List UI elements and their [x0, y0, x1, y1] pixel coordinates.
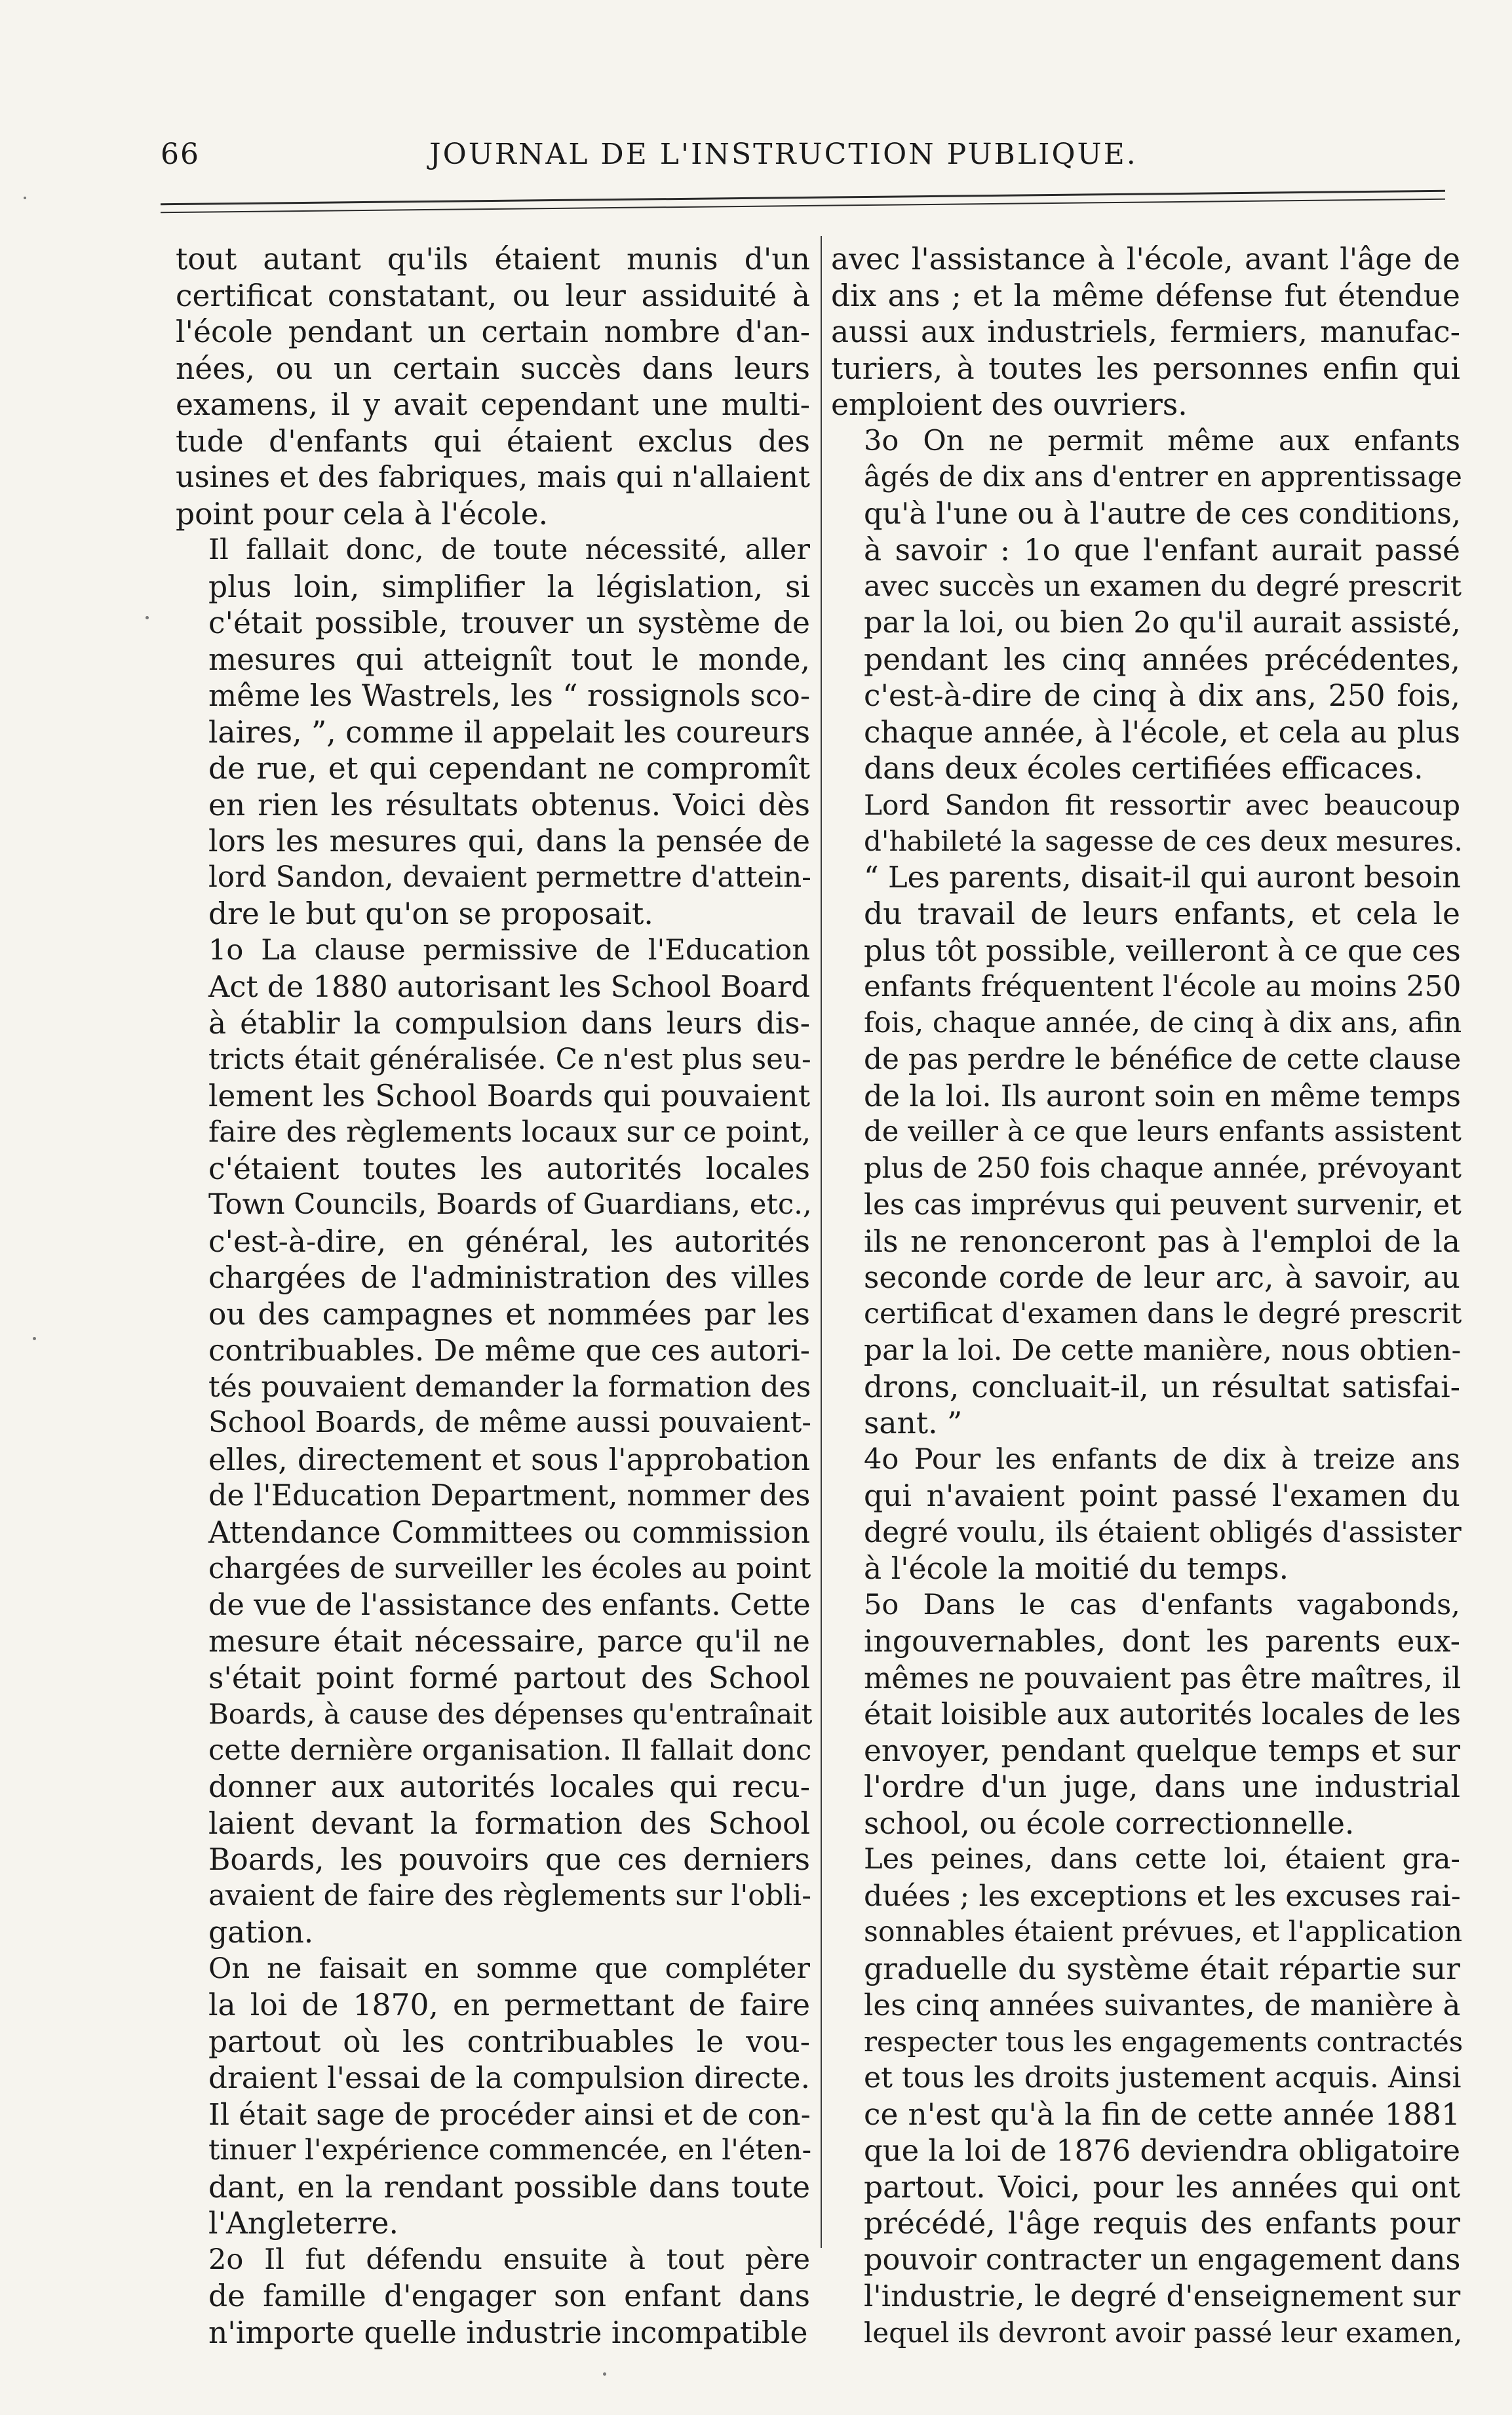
text-line: School Boards, de même aussi pouvaient-: [208, 1406, 811, 1439]
text-line: précédé, l'âge requis des enfants pour: [864, 2206, 1460, 2241]
paragraph: [176, 2242, 810, 2351]
text-line: de pas perdre le bénéfice de cette clause: [864, 1043, 1462, 1076]
text-line: avec succès un examen du degré prescrit: [864, 570, 1462, 603]
text-line: les cinq années suivantes, de manière à: [864, 1988, 1461, 2022]
text-line: Town Councils, Boards of Guardians, etc.,: [208, 1188, 812, 1221]
print-speck: [603, 2372, 606, 2376]
paragraph: [176, 1951, 810, 2242]
left-column: [176, 241, 813, 2350]
right-column: [831, 241, 1464, 2349]
text-line: dans deux écoles certifiées efficaces.: [864, 751, 1424, 786]
text-line: Act de 1880 autorisant les School Board: [208, 969, 810, 1004]
text-line: à savoir : 1o que l'enfant aurait passé: [864, 533, 1460, 568]
text-line: tinuer l'expérience commencée, en l'éten-: [208, 2134, 812, 2167]
paragraph: [831, 423, 1460, 787]
text-line: degré voulu, ils étaient obligés d'assister: [864, 1515, 1462, 1549]
text-line: mêmes ne pouvaient pas être maîtres, il: [864, 1660, 1462, 1695]
column-divider: [821, 236, 822, 2248]
paragraph: [176, 933, 813, 1951]
page-number: 66: [161, 138, 200, 171]
text-line: Attendance Committees ou commission: [208, 1515, 810, 1550]
text-line: les cas imprévus qui peuvent survenir, et: [864, 1188, 1462, 1222]
text-line: sonnables étaient prévues, et l'application: [864, 1916, 1463, 1948]
text-line: était loisible aux autorités locales de les: [864, 1697, 1462, 1731]
text-line: aussi aux industriels, fermiers, manufac-: [831, 315, 1460, 349]
text-line: 2o Il fut défendu ensuite à tout père: [208, 2243, 810, 2276]
text-line: On ne faisait en somme que compléter: [208, 1952, 810, 1985]
text-line: ou des campagnes et nommées par les: [208, 1296, 810, 1332]
text-line: par la loi. De cette manière, nous obtien-: [864, 1334, 1462, 1367]
text-line: seconde corde de leur arc, à savoir, au: [864, 1260, 1460, 1295]
text-line: fois, chaque année, de cinq à dix ans, afin: [864, 1006, 1462, 1039]
text-line: plus de 250 fois chaque année, prévoyant: [864, 1151, 1462, 1185]
text-line: usines et des fabriques, mais qui n'allaient: [176, 460, 810, 494]
text-line: n'importe quelle industrie incompatible: [208, 2315, 808, 2350]
text-line: tés pouvaient demander la formation des: [208, 1370, 811, 1404]
text-line: de veiller à ce que leurs enfants assistent: [864, 1115, 1462, 1148]
paragraph: [831, 1587, 1460, 1842]
text-line: par la loi, ou bien 2o qu'il aurait assisté,: [864, 606, 1461, 640]
text-line: du travail de leurs enfants, et cela le: [864, 897, 1460, 931]
text-line: nées, ou un certain succès dans leurs: [176, 351, 810, 386]
text-line: draient l'essai de la compulsion directe.: [208, 2060, 810, 2095]
text-line: laient devant la formation des School: [208, 1806, 810, 1841]
text-line: qu'à l'une ou à l'autre de ces conditions,: [864, 497, 1462, 531]
text-line: de rue, et qui cependant ne compromît: [208, 751, 810, 786]
text-line: Il fallait donc, de toute nécessité, aller: [208, 533, 810, 566]
text-line: chaque année, à l'école, et cela au plus: [864, 714, 1460, 750]
text-line: l'école pendant un certain nombre d'an-: [176, 315, 810, 349]
text-line: “ Les parents, disait-il qui auront besoin: [864, 860, 1461, 895]
text-line: plus loin, simplifier la législation, si: [208, 569, 810, 604]
text-line: avec l'assistance à l'école, avant l'âge de: [831, 242, 1460, 277]
print-speck: [33, 1337, 36, 1340]
text-line: ingouvernables, dont les parents eux-: [864, 1624, 1460, 1659]
text-line: à établir la compulsion dans leurs dis-: [208, 1005, 810, 1041]
text-line: gation.: [208, 1915, 314, 1950]
text-line: Les peines, dans cette loi, étaient gra-: [864, 1843, 1460, 1876]
text-line: de l'Education Department, nommer des: [208, 1478, 811, 1513]
text-line: examens, il y avait cependant une multi-: [176, 387, 810, 422]
text-line: avaient de faire des règlements sur l'obli-: [208, 1879, 811, 1912]
text-line: Il était sage de procéder ainsi et de con-: [208, 2096, 811, 2132]
text-line: en rien les résultats obtenus. Voici dès: [208, 787, 810, 822]
text-line: donner aux autorités locales qui recu-: [208, 1769, 810, 1804]
text-line: chargées de l'administration des villes: [208, 1260, 810, 1295]
text-line: 3o On ne permit même aux enfants: [864, 424, 1460, 457]
text-line: partout. Voici, pour les années qui ont: [864, 2169, 1460, 2205]
text-line: mesures qui atteignît tout le monde,: [208, 642, 810, 677]
text-line: dix ans ; et la même défense fut étendue: [831, 278, 1460, 313]
text-line: l'Angleterre.: [208, 2206, 398, 2241]
text-line: point pour cela à l'école.: [176, 496, 549, 531]
paragraph: [831, 1442, 1460, 1587]
text-line: emploient des ouvriers.: [831, 387, 1188, 422]
text-line: Lord Sandon fit ressortir avec beaucoup: [864, 788, 1460, 821]
text-line: Boards, les pouvoirs que ces derniers: [208, 1842, 810, 1877]
text-line: partout où les contribuables le vou-: [208, 2024, 810, 2059]
text-line: dre le but qu'on se proposait.: [208, 897, 653, 931]
paragraph: [176, 532, 810, 933]
text-line: même les Wastrels, les “ rossignols sco-: [208, 678, 811, 713]
text-line: et tous les droits justement acquis. Ainsi: [864, 2061, 1462, 2095]
text-line: Boards, à cause des dépenses qu'entraînait: [208, 1698, 813, 1730]
text-line: ce n'est qu'à la fin de cette année 1881: [864, 2096, 1460, 2132]
text-line: c'est-à-dire, en général, les autorités: [208, 1224, 810, 1259]
text-line: plus tôt possible, veilleront à ce que ces: [864, 933, 1461, 968]
text-line: respecter tous les engagements contractés: [864, 2025, 1464, 2058]
page-header: [161, 138, 1445, 184]
text-line: 1o La clause permissive de l'Education: [208, 933, 810, 967]
text-line: de la loi. Ils auront soin en même temps: [864, 1078, 1461, 1113]
text-line: turiers, à toutes les personnes enfin qui: [831, 351, 1460, 386]
text-line: l'industrie, le degré d'enseignement sur: [864, 2279, 1461, 2313]
text-line: c'était possible, trouver un système de: [208, 606, 810, 640]
text-line: duées ; les exceptions et les excuses rai-: [864, 1879, 1461, 1913]
text-line: ils ne renonceront pas à l'emploi de la: [864, 1224, 1460, 1259]
text-line: qui n'avaient point passé l'examen du: [864, 1478, 1460, 1513]
text-line: lement les School Boards qui pouvaient: [208, 1078, 810, 1113]
paragraph: [831, 241, 1460, 423]
text-line: mesure était nécessaire, parce qu'il ne: [208, 1624, 810, 1659]
text-line: s'était point formé partout des School: [208, 1660, 810, 1695]
text-line: c'est-à-dire de cinq à dix ans, 250 fois,: [864, 678, 1460, 713]
text-line: la loi de 1870, en permettant de faire: [208, 1988, 810, 2022]
text-line: school, ou école correctionnelle.: [864, 1806, 1355, 1841]
text-line: elles, directement et sous l'approbation: [208, 1442, 810, 1477]
header-rule: [161, 190, 1445, 214]
print-speck: [145, 616, 149, 619]
text-line: chargées de surveiller les écoles au point: [208, 1552, 811, 1585]
text-line: contribuables. De même que ces autori-: [208, 1333, 810, 1368]
text-line: graduelle du système était répartie sur: [864, 1951, 1460, 1986]
paragraph: [831, 1842, 1464, 2351]
text-line: cette dernière organisation. Il fallait donc: [208, 1733, 812, 1767]
text-line: de vue de l'assistance des enfants. Cette: [208, 1587, 811, 1622]
text-line: tude d'enfants qui étaient exclus des: [176, 423, 810, 459]
text-line: faire des règlements locaux sur ce point,: [208, 1115, 811, 1149]
text-line: pouvoir contracter un engagement dans: [864, 2242, 1461, 2277]
text-line: âgés de dix ans d'entrer en apprentissage: [864, 461, 1462, 493]
paragraph: [176, 241, 810, 532]
text-line: dant, en la rendant possible dans toute: [208, 2169, 810, 2205]
text-line: 4o Pour les enfants de dix à treize ans: [864, 1442, 1460, 1476]
text-line: tout autant qu'ils étaient munis d'un: [176, 242, 810, 277]
print-speck: [24, 197, 26, 199]
text-line: sant. ”: [864, 1406, 963, 1440]
text-line: certificat constatant, ou leur assiduité à: [176, 278, 810, 313]
paragraph: [831, 787, 1463, 1442]
text-line: drons, concluait-il, un résultat satisfai-: [864, 1369, 1460, 1404]
text-line: enfants fréquentent l'école au moins 250: [864, 970, 1462, 1003]
text-line: tricts était généralisée. Ce n'est plus seu-: [208, 1043, 811, 1076]
text-line: lors les mesures qui, dans la pensée de: [208, 824, 810, 859]
text-line: lord Sandon, devaient permettre d'attein-: [208, 860, 811, 894]
text-line: certificat d'examen dans le degré prescrit: [864, 1297, 1462, 1330]
text-line: envoyer, pendant quelque temps et sur: [864, 1733, 1460, 1768]
text-line: l'ordre d'un juge, dans une industrial: [864, 1769, 1460, 1804]
text-line: que la loi de 1876 deviendra obligatoire: [864, 2133, 1460, 2168]
text-line: 5o Dans le cas d'enfants vagabonds,: [864, 1588, 1460, 1621]
text-line: pendant les cinq années précédentes,: [864, 642, 1460, 677]
text-line: d'habileté la sagesse de ces deux mesures.: [864, 825, 1463, 857]
text-line: laires, ”, comme il appelait les coureurs: [208, 714, 811, 750]
text-line: de famille d'engager son enfant dans: [208, 2279, 810, 2313]
running-title: JOURNAL DE L'INSTRUCTION PUBLIQUE.: [429, 138, 1138, 171]
text-line: c'étaient toutes les autorités locales: [208, 1151, 810, 1186]
text-line: lequel ils devront avoir passé leur examen,: [864, 2316, 1463, 2349]
text-line: à l'école la moitié du temps.: [864, 1551, 1289, 1586]
